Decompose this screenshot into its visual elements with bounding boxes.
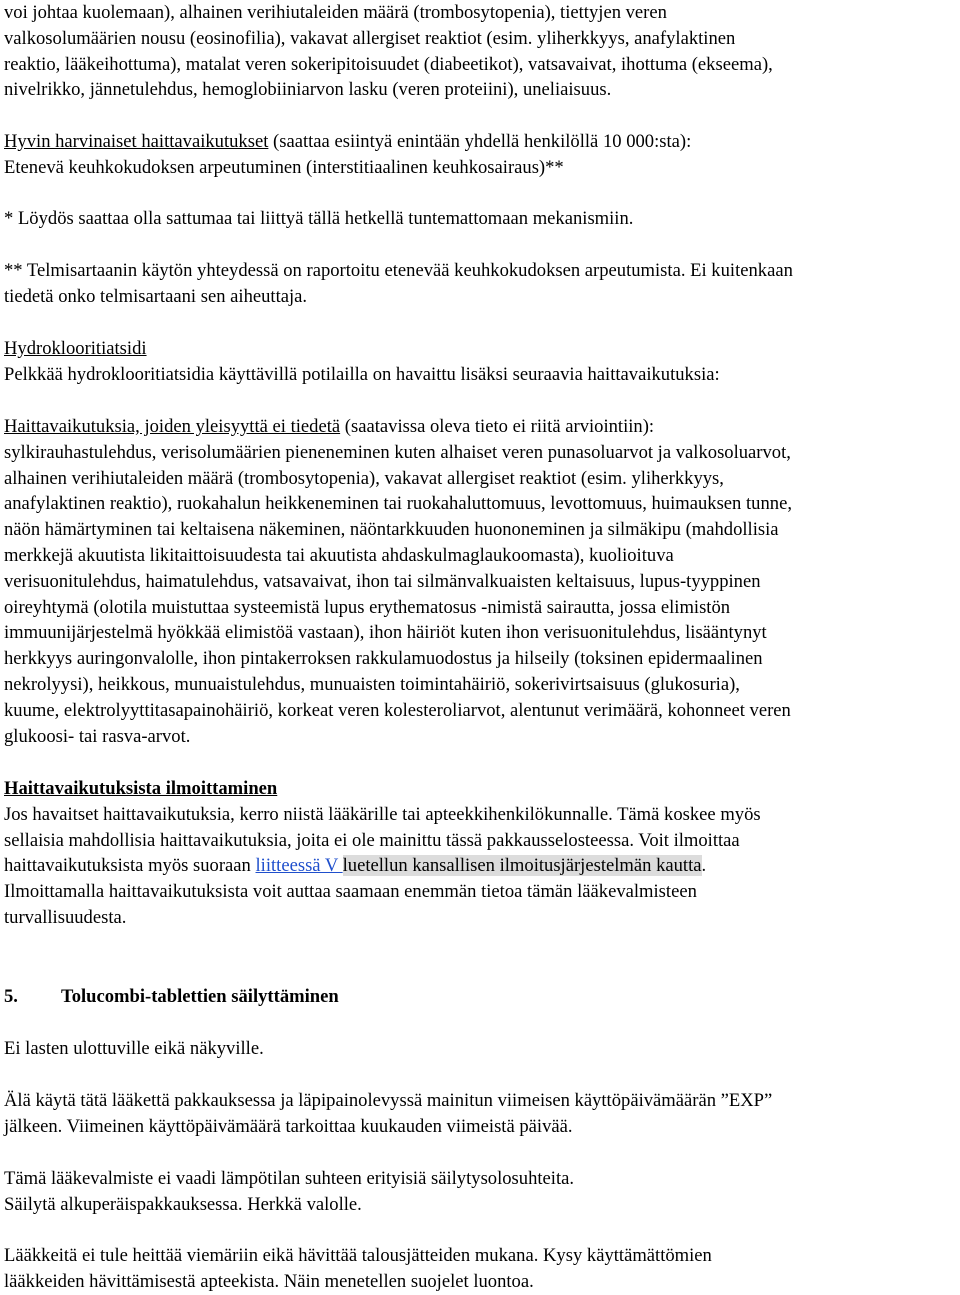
text-line: verisuonitulehdus, haimatulehdus, vatsavaivat, ihon tai silmänvalkuaisten keltaisuus, lupus-tyyppinen — [4, 570, 761, 592]
text-line: lääkkeiden hävittämisestä apteekista. Näin menetellen suojelet luontoa. — [4, 1270, 534, 1292]
footnote-double-asterisk — [4, 258, 960, 310]
adverse-effects-continued-paragraph — [4, 0, 960, 103]
text-line: oireyhtymä (olotila muistuttaa systeemistä lupus erythematosus -nimistä sairautta, jossa elimistön — [4, 596, 731, 618]
text-line: Älä käytä tätä lääkettä pakkauksessa ja läpipainolevyssä mainitun viimeisen käyttöpäivämäärän ”EXP” — [4, 1090, 773, 1111]
reporting-section — [4, 776, 960, 931]
reporting-heading: Haittavaikutuksista ilmoittaminen — [4, 778, 278, 799]
unknown-frequency-note: (saatavissa oleva tieto ei riitä arviointiin): — [340, 416, 655, 437]
highlighted-text: luetellun kansallisen ilmoitusjärjestelmän kautta — [342, 855, 702, 877]
footnote-single-asterisk — [4, 206, 960, 232]
text-line: anafylaktinen reaktio), ruokahalun heikkeneminen tai ruokahaluttomuus, levottomuus, huimauksen tunne, — [4, 493, 792, 515]
very-rare-effects-paragraph — [4, 129, 960, 181]
text-line: kuume, elektrolyyttitasapainohäiriö, korkeat veren kolesteroliarvot, alentunut verimäärä, kohonneet veren — [4, 699, 791, 721]
text-line — [4, 853, 960, 879]
hydrochlorothiazide-section — [4, 336, 960, 388]
text-line: Lääkkeitä ei tule heittää viemäriin eikä hävittää talousjätteiden mukana. Kysy käyttämättömien — [4, 1245, 712, 1266]
text-line — [4, 129, 960, 155]
text-line: Ei lasten ulottuville eikä näkyville. — [4, 1038, 264, 1059]
reporting-text: . — [701, 855, 707, 877]
text-line: Ilmoittamalla haittavaikutuksista voit auttaa saamaan enemmän tietoa tämän lääkevalmisteen — [4, 881, 697, 903]
appendix-v-link[interactable]: liitteessä V — [255, 855, 343, 877]
reporting-text: haittavaikutuksista myös suoraan — [4, 855, 256, 877]
text-line: * Löydös saattaa olla sattumaa tai liittyä tällä hetkellä tuntemattomaan mekanismiin. — [4, 208, 634, 229]
text-line: jälkeen. Viimeinen käyttöpäivämäärä tarkoittaa kuukauden viimeistä päivää. — [4, 1115, 573, 1137]
storage-paragraph-conditions — [4, 1166, 960, 1218]
text-line: reaktio, lääkeihottuma), matalat veren sokeripitoisuudet (diabeetikot), vatsavaivat, ihottuma (ekseema), — [4, 53, 773, 75]
text-line: nivelrikko, jännetulehdus, hemoglobiiniarvon lasku (veren proteiini), uneliaisuus. — [4, 79, 612, 101]
text-line — [4, 984, 960, 1010]
text-line: tiedetä onko telmisartaani sen aiheuttaja. — [4, 285, 308, 307]
text-line: immuunijärjestelmä hyökkää elimistöä vastaan), ihon häiriöt kuten ihon verisuonitulehdus, lisääntynyt — [4, 622, 767, 644]
text-line: sellaisia mahdollisia haittavaikutuksia, joita ei ole mainittu tässä pakkausselosteessa. Voit ilmoittaa — [4, 829, 740, 851]
text-line: alhainen verihiutaleiden määrä (trombosytopenia), vakavat allergiset reaktiot (esim. yliherkkyys, — [4, 467, 724, 489]
storage-paragraph-expiry — [4, 1088, 960, 1140]
text-line: valkosolumäärien nousu (eosinofilia), vakavat allergiset reaktiot (esim. yliherkkyys, anafylaktinen — [4, 27, 736, 49]
text-line: nekrolyysi), heikkous, munuaistulehdus, munuaisten toimintahäiriö, sokerivirtsaisuus (glukosuria), — [4, 673, 740, 695]
section-title: Tolucombi-tablettien säilyttäminen — [61, 986, 339, 1007]
section-5-heading — [4, 984, 960, 1010]
unknown-frequency-paragraph — [4, 414, 960, 749]
very-rare-frequency: (saattaa esiintyä enintään yhdellä henkilöllä 10 000:sta): — [268, 131, 692, 152]
text-line: merkkejä akuutista likitaittoisuudesta tai akuutista ahdaskulmaglaukoomasta), kuolioituva — [4, 544, 674, 566]
very-rare-label: Hyvin harvinaiset haittavaikutukset — [4, 131, 269, 152]
storage-paragraph-disposal — [4, 1243, 960, 1295]
text-line: glukoosi- tai rasva-arvot. — [4, 725, 191, 747]
hydrochlorothiazide-heading: Hydroklooritiatsidi — [4, 338, 147, 359]
text-line: Jos havaitset haittavaikutuksia, kerro niistä lääkärille tai apteekkihenkilökunnalle. Tämä koskee myös — [4, 803, 761, 825]
text-line: Tämä lääkevalmiste ei vaadi lämpötilan suhteen erityisiä säilytysolosuhteita. — [4, 1168, 575, 1189]
text-line: Etenevä keuhkokudoksen arpeutuminen (interstitiaalinen keuhkosairaus)** — [4, 156, 564, 178]
unknown-frequency-label: Haittavaikutuksia, joiden yleisyyttä ei tiedetä — [4, 416, 341, 437]
text-line: Pelkkää hydroklooritiatsidia käyttävillä potilailla on havaittu lisäksi seuraavia haittavaikutuksia: — [4, 363, 720, 385]
text-line: sylkirauhastulehdus, verisolumäärien pieneneminen kuten alhaiset veren punasoluarvot ja valkosoluarvot, — [4, 441, 791, 463]
text-line: Säilytä alkuperäispakkauksessa. Herkkä valolle. — [4, 1193, 362, 1215]
storage-paragraph-children — [4, 1036, 960, 1062]
text-line — [4, 414, 960, 440]
text-line: voi johtaa kuolemaan), alhainen verihiutaleiden määrä (trombosytopenia), tiettyjen veren — [4, 2, 667, 23]
text-line: turvallisuudesta. — [4, 906, 127, 928]
section-number: 5. — [4, 986, 18, 1007]
text-line: herkkyys auringonvalolle, ihon pintakerroksen rakkulamuodostus ja hilseily (toksinen epidermaalinen — [4, 648, 763, 670]
text-line: ** Telmisartaanin käytön yhteydessä on raportoitu etenevää keuhkokudoksen arpeutumista. Ei kuitenkaan — [4, 260, 793, 281]
text-line: näön hämärtyminen tai keltaisena näkeminen, näöntarkkuuden huononeminen ja silmäkipu (mahdollisia — [4, 519, 779, 541]
